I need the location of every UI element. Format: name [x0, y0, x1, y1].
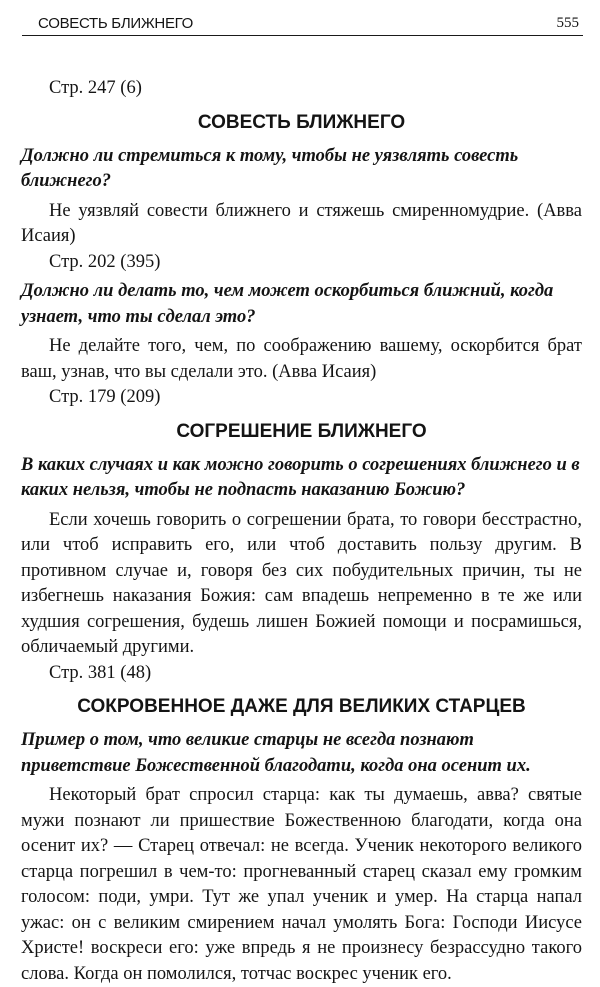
- reference: Стр. 202 (395): [49, 251, 161, 272]
- answer: Если хочешь говорить о согрешении брата, то говори бесстрастно, или чтоб исправить его, или чтоб доставить пользу другим. В противном случае и, говоря без сих побудительных причин, ты не избегнешь наказания Божия: сам впадешь непременно в те же или худшия согрешения, будешь лишен Божией помощи и посрамишься, обличаемый другими.: [21, 509, 582, 657]
- page-number: 555: [556, 15, 579, 31]
- answer: Не уязвляй совести ближнего и стяжешь смиренномудрие. (Авва Исаия): [21, 200, 582, 246]
- section-title: СОГРЕШЕНИЕ БЛИЖНЕГО: [176, 420, 427, 442]
- section-title: СОВЕСТЬ БЛИЖНЕГО: [197, 111, 406, 133]
- answer: Некоторый брат спросил старца: как ты думаешь, авва? святые мужи познают ли пришествие Божественною благодати, когда она осенит их? — Старец отвечал: не всегда. Ученик некоторого великого старца погрешил в чем-то: прогневанный старец сказал ему громким голосом: поди, умри. Тут же упал ученик и умер. На старца напал ужас: он с великим смирением начал умолять Бога: Господи Иисусе Христе! воскреси его: уже впредь я не произнесу безрассудно такого слова. Когда он помолился, тотчас воскрес ученик его.: [21, 785, 582, 984]
- reference: Стр. 381 (48): [49, 662, 152, 683]
- section-sovest-blizhnego: [21, 110, 582, 411]
- question: Пример о том, что великие старцы не всегда познают приветствие Божественной благодати, когда она осенит их.: [21, 730, 531, 776]
- section-sogreshenie-blizhnego: [21, 419, 582, 687]
- question: В каких случаях и как можно говорить о согрешениях ближнего и в каких нельзя, чтобы не подпасть наказанию Божию?: [21, 454, 580, 500]
- answer: Не делайте того, чем, по соображению вашему, оскорбится брат ваш, узнав, что вы сделали это. (Авва Исаия): [21, 336, 582, 382]
- entry: [21, 279, 582, 411]
- entry: [21, 144, 582, 276]
- entry: [21, 728, 582, 987]
- reference: Стр. 179 (209): [49, 387, 161, 407]
- section-title: СОКРОВЕННОЕ ДАЖЕ ДЛЯ ВЕЛИКИХ СТАРЦЕВ: [77, 696, 526, 717]
- question: Должно ли стремиться к тому, чтобы не уязвлять совесть ближнего?: [21, 145, 519, 191]
- question: Должно ли делать то, чем может оскорбиться ближний, когда узнает, что ты сделал это?: [21, 281, 554, 327]
- entry: [21, 453, 582, 687]
- reference: Стр. 247 (6): [49, 78, 142, 98]
- page-content: [21, 76, 582, 987]
- running-title: СОВЕСТЬ БЛИЖНЕГО: [38, 15, 193, 32]
- section-sokrovennoe: [21, 694, 582, 987]
- running-header: [22, 9, 583, 36]
